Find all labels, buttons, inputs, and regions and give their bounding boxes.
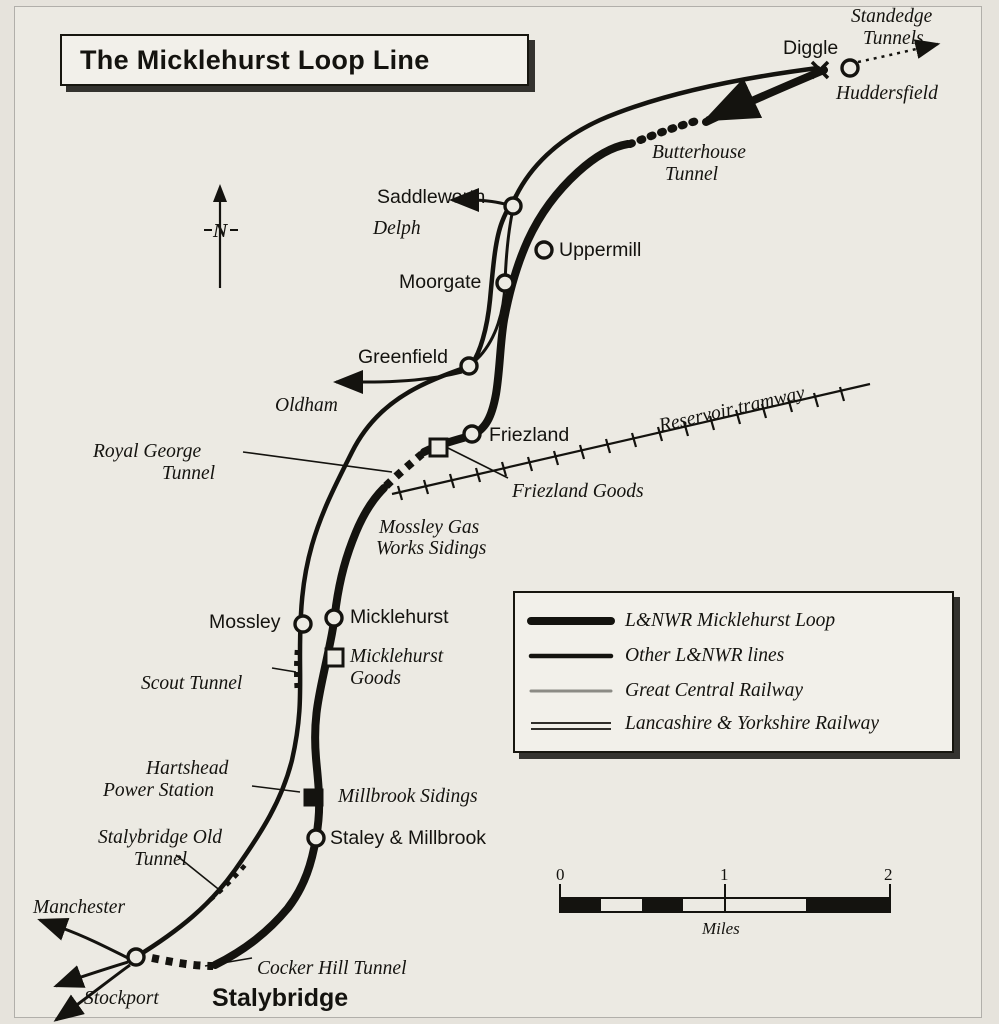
label-friezland: Friezland (489, 424, 570, 446)
label-hartshead-power-station-line1: Hartshead (146, 758, 229, 779)
label-reservoir-tramway: Reservoir tramway (657, 382, 807, 437)
label-uppermill: Uppermill (559, 239, 642, 261)
label-royal-george-tunnel-line2: Tunnel (162, 463, 216, 484)
label-scout-tunnel: Scout Tunnel (141, 673, 243, 694)
label-greenfield: Greenfield (358, 346, 448, 368)
label-millbrook-sidings: Millbrook Sidings (338, 786, 478, 807)
label-mossley: Mossley (209, 611, 281, 633)
label-butterhouse-tunnel-line1: Butterhouse (652, 142, 746, 163)
label-moorgate: Moorgate (399, 271, 482, 293)
legend-box (513, 591, 954, 753)
legend-item-lnwr-micklehurst-loop: L&NWR Micklehurst Loop (625, 610, 836, 631)
label-diggle: Diggle (783, 37, 839, 59)
label-huddersfield: Huddersfield (836, 83, 938, 104)
scale-tick-2: 2 (884, 865, 893, 884)
label-stalybridge-old-tunnel-line2: Tunnel (134, 849, 188, 870)
label-stalybridge: Stalybridge (212, 984, 349, 1012)
legend-item-other-lnwr-lines: Other L&NWR lines (625, 645, 785, 666)
label-saddleworth: Saddleworth (377, 186, 486, 208)
label-delph: Delph (373, 218, 421, 239)
label-micklehurst: Micklehurst (350, 606, 449, 628)
label-friezland-goods: Friezland Goods (512, 481, 644, 502)
label-royal-george-tunnel-line1: Royal George (93, 441, 202, 462)
label-hartshead-power-station-line2: Power Station (103, 780, 215, 801)
label-mossley-gas-works-sidings-line1: Mossley Gas (379, 517, 480, 538)
label-cocker-hill-tunnel: Cocker Hill Tunnel (257, 958, 407, 979)
scale-tick-1: 1 (720, 865, 729, 884)
label-manchester: Manchester (33, 897, 126, 918)
legend-item-lancashire-yorkshire-railway: Lancashire & Yorkshire Railway (625, 713, 880, 734)
page-title: The Micklehurst Loop Line (80, 45, 430, 75)
label-micklehurst-goods-line1: Micklehurst (350, 646, 444, 667)
legend-item-great-central-railway: Great Central Railway (625, 680, 804, 701)
label-mossley-gas-works-sidings-line2: Works Sidings (376, 538, 487, 559)
scale-unit-label: Miles (702, 919, 740, 938)
scale-tick-0: 0 (556, 865, 565, 884)
map-title-box (60, 34, 529, 86)
scale-bar (560, 884, 890, 912)
label-stockport: Stockport (84, 988, 159, 1009)
label-micklehurst-goods-line2: Goods (350, 668, 401, 689)
label-staley-and-millbrook: Staley & Millbrook (330, 827, 487, 849)
label-butterhouse-tunnel-line2: Tunnel (665, 164, 719, 185)
label-standedge-tunnels-line2: Tunnels (863, 28, 924, 49)
label-stalybridge-old-tunnel-line1: Stalybridge Old (98, 827, 223, 848)
label-oldham: Oldham (275, 395, 338, 416)
compass-north-label: N (213, 220, 228, 242)
label-standedge-tunnels-line1: Standedge (851, 6, 933, 27)
